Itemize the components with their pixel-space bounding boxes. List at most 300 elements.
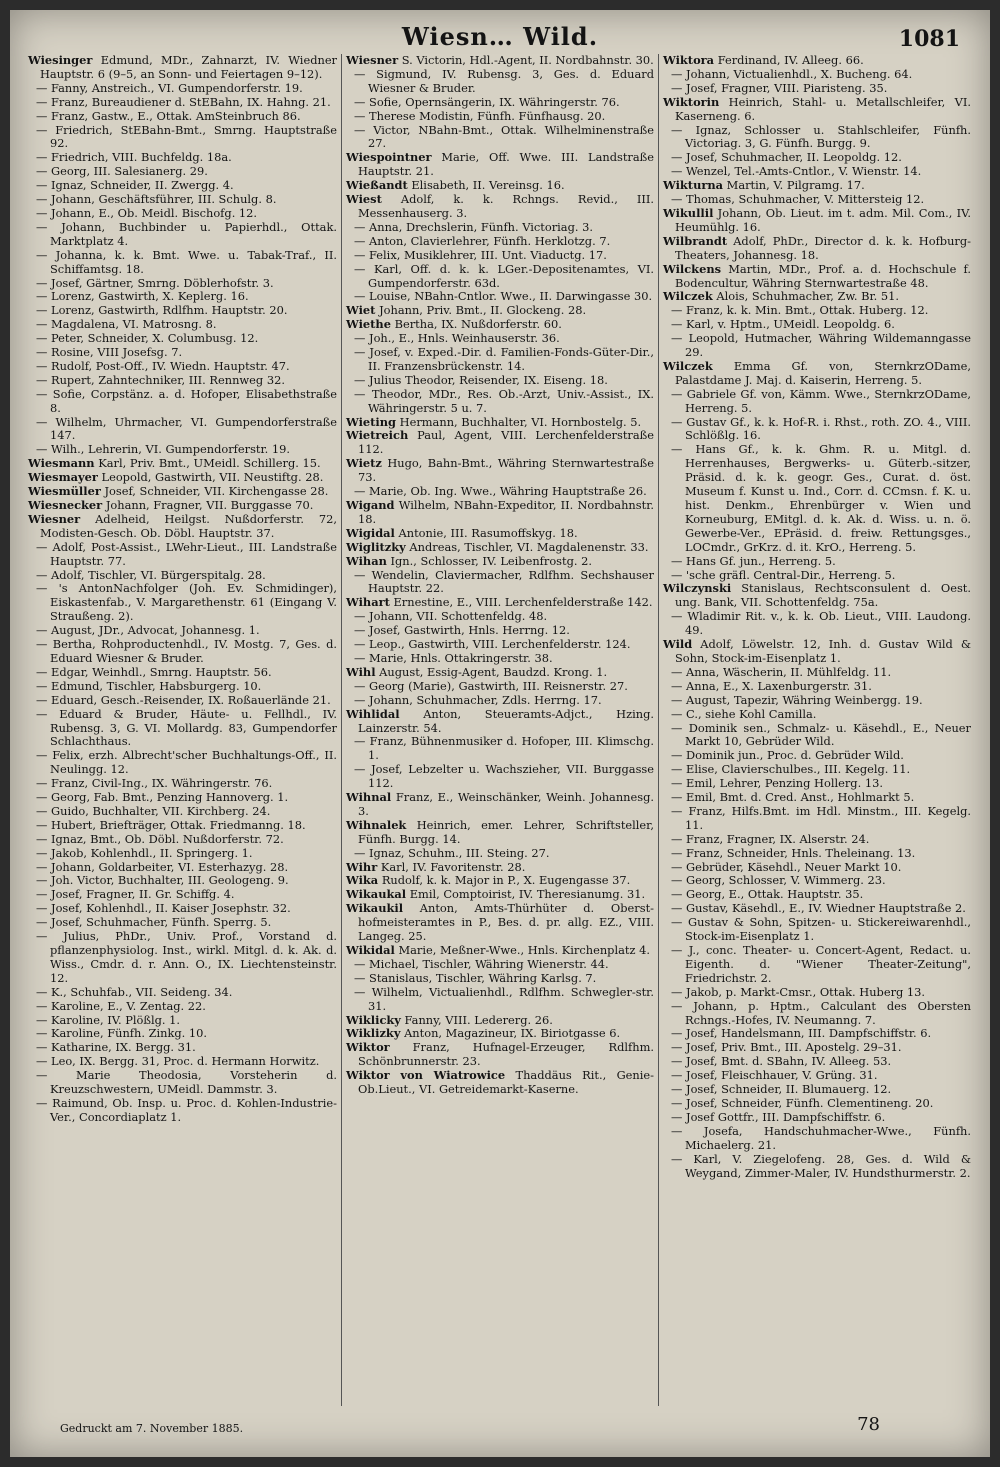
directory-entry [346, 569, 654, 597]
running-head: Wiesn… Wild. [401, 22, 599, 51]
directory-entry [346, 527, 654, 541]
directory-entry [346, 791, 654, 819]
directory-entry [663, 763, 971, 777]
entry-text: — Friedrich, StEBahn-Bmt., Smrng. Hauptstraße 92. [36, 122, 337, 151]
directory-entry [28, 777, 337, 791]
entry-text: Leopold, Gastwirth, VII. Neustiftg. 28. [101, 470, 324, 485]
entry-text: — Wendelin, Claviermacher, Rdlfhm. Sechshauser Hauptstr. 22. [354, 567, 654, 596]
directory-entry [663, 680, 971, 694]
entry-surname: Wießandt [346, 178, 408, 193]
entry-text: Ferdinand, IV. Alleeg. 66. [717, 54, 864, 67]
directory-entry [663, 96, 971, 124]
entry-text: — Josef, Bmt. d. SBahn, IV. Alleeg. 53. [671, 1054, 892, 1069]
entry-text: Anton, Steueramts-Adjct., Hzing. Lainzerstr. 54. [358, 706, 655, 735]
directory-entry [346, 819, 654, 847]
entry-surname: Wiktora [663, 54, 715, 67]
directory-entry [28, 165, 337, 179]
entry-text: — Gustav Gf., k. k. Hof-R. i. Rhst., roth. ZO. 4., VIII. Schlößlg. 16. [671, 414, 971, 443]
entry-text: — Josef, Schneider, Fünfh. Clementineng. 20. [671, 1095, 934, 1110]
directory-entry [346, 346, 654, 374]
directory-entry [28, 833, 337, 847]
directory-entry [28, 1041, 337, 1055]
directory-entry [28, 374, 337, 388]
directory-entry [346, 263, 654, 291]
entry-surname: Wigand [346, 498, 395, 512]
entry-text: — Stanislaus, Tischler, Währing Karlsg. 7. [354, 970, 597, 985]
entry-text: — Jakob, p. Markt-Cmsr., Ottak. Huberg 13. [671, 984, 926, 999]
directory-entry [28, 207, 337, 221]
directory-entry [346, 986, 654, 1014]
directory-entry [346, 1069, 654, 1097]
directory-entry [346, 596, 654, 610]
entry-text: Josef, Schneider, VII. Kirchengasse 28. [104, 484, 329, 499]
directory-entry [663, 124, 971, 152]
entry-text: Bertha, IX. Nußdorferstr. 60. [394, 317, 562, 332]
directory-entry [346, 958, 654, 972]
directory-entry [663, 1041, 971, 1055]
entry-text: — Johann, Buchbinder u. Papierhdl., Ottak. Marktplatz 4. [36, 219, 337, 248]
directory-entry [28, 82, 337, 96]
entry-text: Johann, Fragner, VII. Burggasse 70. [105, 498, 314, 512]
directory-entry [28, 791, 337, 805]
entry-text: Ernestine, E., VIII. Lerchenfelderstraße 142. [393, 595, 653, 610]
entry-surname: Wikullil [663, 205, 714, 220]
entry-text: — Wilh., Lehrerin, VI. Gumpendorferstr. 19. [36, 442, 291, 457]
entry-text: — Ignaz, Schlosser u. Stahlschleifer, Fünfh. Victoriag. 3, G. Fünfh. Burgg. 9. [671, 122, 971, 151]
entry-text: — Franz, Fragner, IX. Alserstr. 24. [671, 831, 870, 846]
entry-text: — 's AntonNachfolger (Joh. Ev. Schmidinger), Eiskastenfab., V. Margarethenstr. 61 (Eingang V. Straußeng. 2). [36, 581, 337, 624]
entry-text: — Thomas, Schuhmacher, V. Mittersteig 12. [671, 192, 925, 207]
entry-surname: Wiest [346, 192, 382, 207]
directory-entry [28, 249, 337, 277]
entry-text: — Karoline, E., V. Zentag. 22. [36, 998, 206, 1013]
directory-entry [346, 666, 654, 680]
entry-text: S. Victorin, Hdl.-Agent, II. Nordbahnstr. 30. [401, 54, 654, 67]
entry-surname: Wihr [346, 859, 378, 874]
entry-surname: Wilczek [663, 358, 713, 373]
directory-entry [663, 165, 971, 179]
entry-text: — Georg (Marie), Gastwirth, III. Reisnerstr. 27. [354, 678, 628, 693]
entry-text: — Leo, IX. Bergg. 31, Proc. d. Hermann Horwitz. [36, 1054, 320, 1069]
entry-surname: Wika [346, 873, 379, 888]
entry-text: — Wenzel, Tel.-Amts-Cntlor., V. Wienstr. 14. [671, 164, 922, 179]
directory-entry [346, 541, 654, 555]
directory-entry [28, 443, 337, 457]
entry-text: — Josef Gottfr., III. Dampfschiffstr. 6. [671, 1109, 886, 1124]
directory-entry [346, 54, 654, 68]
entry-text: Adolf, k. k. Rchngs. Revid., III. Messenhauserg. 3. [358, 192, 654, 220]
entry-text: — Wladimir Rit. v., k. k. Ob. Lieut., VIII. Laudong. 49. [671, 609, 971, 638]
directory-page [10, 10, 990, 1457]
directory-entry [28, 346, 337, 360]
entry-text: Elisabeth, II. Vereinsg. 16. [411, 178, 565, 193]
directory-entry [28, 513, 337, 541]
entry-text: — Michael, Tischler, Währing Wienerstr. 44. [354, 956, 609, 971]
entry-surname: Wihan [346, 553, 387, 568]
entry-text: Heinrich, Stahl- u. Metallschleifer, VI. Kaserneng. 6. [675, 94, 972, 123]
entry-text: — Hans Gf. jun., Herreng. 5. [671, 553, 836, 568]
entry-text: — 'sche gräfl. Central-Dir., Herreng. 5. [671, 567, 896, 582]
entry-surname: Wilckens [663, 261, 722, 276]
entry-surname: Wiesmayer [28, 470, 98, 485]
entry-text: — Josef, Fleischhauer, V. Grüng. 31. [671, 1068, 878, 1083]
directory-entry [663, 833, 971, 847]
directory-entry [663, 443, 971, 554]
directory-entry [28, 666, 337, 680]
entry-surname: Wiktorin [663, 94, 720, 109]
entry-text: — Friedrich, VIII. Buchfeldg. 18a. [36, 150, 232, 165]
entry-surname: Wiesmüller [28, 484, 101, 499]
directory-entry [346, 1041, 654, 1069]
directory-entry [28, 96, 337, 110]
directory-entry [663, 666, 971, 680]
directory-entry [28, 221, 337, 249]
directory-entry [346, 680, 654, 694]
directory-entry [28, 694, 337, 708]
directory-entry [28, 916, 337, 930]
directory-entry [346, 694, 654, 708]
entry-surname: Wihart [346, 595, 390, 610]
entry-text: — Josef, Fragner, VIII. Piaristeng. 35. [671, 80, 888, 95]
directory-entry [346, 110, 654, 124]
directory-entry [28, 888, 337, 902]
entry-text: — Anna, Wäscherin, II. Mühlfeldg. 11. [671, 664, 892, 679]
entry-text: — K., Schuhfab., VII. Seideng. 34. [36, 984, 233, 999]
entry-text: — Jakob, Kohlenhdl., II. Springerg. 1. [36, 845, 253, 860]
entry-text: — Karoline, Fünfh. Zinkg. 10. [36, 1026, 208, 1041]
directory-entry [346, 235, 654, 249]
entry-text: — Franz, Bureaudiener d. StEBahn, IX. Hahng. 21. [36, 94, 331, 109]
directory-entry [28, 499, 337, 513]
directory-entry [28, 1027, 337, 1041]
directory-entry [28, 569, 337, 583]
directory-entry [663, 944, 971, 986]
entry-text: — Ignaz, Bmt., Ob. Döbl. Nußdorferstr. 72. [36, 831, 284, 846]
directory-entry [28, 708, 337, 750]
entry-text: Wilhelm, NBahn-Expeditor, II. Nordbahnstr. 18. [358, 498, 655, 526]
entry-surname: Wieting [346, 414, 397, 429]
column-left [24, 54, 341, 1406]
entry-text: — Ignaz, Schneider, II. Zwergg. 4. [36, 178, 234, 193]
entry-text: Adelheid, Heilgst. Nußdorferstr. 72, Modisten-Gesch. Ob. Döbl. Hauptstr. 37. [40, 511, 337, 540]
directory-entry [663, 1055, 971, 1069]
directory-entry [28, 930, 337, 986]
entry-surname: Wietreich [346, 428, 409, 443]
directory-entry [28, 749, 337, 777]
directory-entry [28, 416, 337, 444]
entry-text: — Gebrüder, Käsehdl., Neuer Markt 10. [671, 859, 902, 874]
directory-entry [663, 68, 971, 82]
directory-entry [346, 1027, 654, 1041]
directory-entry [28, 874, 337, 888]
directory-entry [663, 888, 971, 902]
entry-text: — Ignaz, Schuhm., III. Steing. 27. [354, 845, 550, 860]
entry-text: Martin, MDr., Prof. a. d. Hochschule f. Bodencultur, Währing Sternwartestraße 48. [675, 261, 971, 290]
directory-entry [663, 1111, 971, 1125]
directory-entry [28, 805, 337, 819]
entry-text: — Adolf, Tischler, VI. Bürgerspitalg. 28. [36, 567, 266, 582]
entry-text: — Peter, Schneider, X. Columbusg. 12. [36, 331, 259, 346]
directory-entry [346, 652, 654, 666]
entry-text: — Josef, Gärtner, Smrng. Döblerhofstr. 3. [36, 275, 274, 290]
directory-entry [28, 151, 337, 165]
directory-entry [28, 638, 337, 666]
entry-text: — Josef, Kohlenhdl., II. Kaiser Josephstr. 32. [36, 901, 291, 916]
entry-text: Martin, V. Pilgramg. 17. [726, 178, 865, 193]
entry-text: — Julius, PhDr., Univ. Prof., Vorstand d. pflanzenphysiolog. Inst., wirkl. Mitgl. d. k. Ak. d. Wiss., Cmdr. d. r. Ann. O., IX. Liechtensteinstr. 12. [36, 929, 337, 985]
entry-surname: Wiesnecker [28, 498, 103, 512]
directory-entry [663, 777, 971, 791]
entry-text: — Josef, v. Exped.-Dir. d. Familien-Fonds-Güter-Dir., II. Franzensbrückenstr. 14. [354, 345, 654, 373]
entry-surname: Wiesner [28, 511, 81, 526]
entry-text: — Rupert, Zahntechniker, III. Rennweg 32. [36, 372, 285, 387]
directory-entry [663, 722, 971, 750]
entry-text: — Josef, Schneider, II. Blumauerg. 12. [671, 1082, 892, 1097]
entry-text: — Lorenz, Gastwirth, X. Keplerg. 16. [36, 289, 249, 304]
directory-entry [28, 110, 337, 124]
entry-text: — Josef, Priv. Bmt., III. Apostelg. 29–31. [671, 1040, 902, 1055]
directory-entry [346, 416, 654, 430]
entry-text: — Johann, Victualienhdl., X. Bucheng. 64. [671, 66, 913, 81]
entry-text: — Dominik sen., Schmalz- u. Käsehdl., E., Neuer Markt 10, Gebrüder Wild. [671, 720, 971, 749]
entry-text: — Franz, Bühnenmusiker d. Hofoper, III. Klimschg. 1. [354, 734, 654, 763]
directory-entry [663, 1153, 971, 1181]
entry-surname: Wiktor von Wiatrowice [346, 1068, 506, 1083]
entry-text: — Johann, Goldarbeiter, VI. Esterhazyg. 28. [36, 859, 289, 874]
entry-text: — Sofie, Opernsängerin, IX. Währingerstr. 76. [354, 94, 620, 109]
directory-entry [346, 124, 654, 152]
directory-entry [663, 874, 971, 888]
entry-text: — Victor, NBahn-Bmt., Ottak. Wilhelminenstraße 27. [354, 122, 654, 151]
entry-surname: Wihnalek [346, 817, 407, 832]
entry-text: — Eduard, Gesch.-Reisender, IX. Roßauerlände 21. [36, 692, 331, 707]
directory-entry [663, 179, 971, 193]
entry-text: — Josef, Handelsmann, III. Dampfschiffstr. 6. [671, 1026, 932, 1041]
entry-surname: Wild [663, 637, 693, 652]
entry-text: — Elise, Clavierschulbes., III. Kegelg. 11. [671, 762, 911, 777]
directory-entry [28, 861, 337, 875]
entry-text: — Georg, Fab. Bmt., Penzing Hannoverg. 1. [36, 790, 289, 805]
directory-entry [28, 304, 337, 318]
directory-entry [346, 972, 654, 986]
entry-text: — Felix, Musiklehrer, III. Unt. Viaductg. 17. [354, 247, 607, 262]
directory-entry [663, 694, 971, 708]
entry-surname: Wiglitzky [346, 539, 406, 554]
directory-entry [663, 749, 971, 763]
directory-entry [346, 485, 654, 499]
entry-text: — Johann, Schuhmacher, Zdls. Herrng. 17. [354, 692, 602, 707]
entry-text: — Karl, V. Ziegelofeng. 28, Ges. d. Wild & Weygand, Zimmer-Maler, IV. Hundsthurmerstr. 2. [671, 1151, 971, 1180]
directory-entry [663, 569, 971, 583]
directory-entry [346, 68, 654, 96]
entry-text: — Felix, erzh. Albrecht'scher Buchhaltungs-Off., II. Neulingg. 12. [36, 748, 337, 777]
entry-text: Karl, Priv. Bmt., UMeidl. Schillerg. 15. [98, 456, 321, 471]
entry-text: — Josef, Gastwirth, Hnls. Herrng. 12. [354, 623, 570, 638]
directory-entry [663, 1125, 971, 1153]
directory-entry [663, 1027, 971, 1041]
entry-text: — Karl, v. Hptm., UMeidl. Leopoldg. 6. [671, 317, 895, 332]
directory-entry [663, 986, 971, 1000]
entry-text: — Anton, Clavierlehrer, Fünfh. Herklotzg. 7. [354, 233, 611, 248]
entry-text: — Franz, k. k. Min. Bmt., Ottak. Huberg. 12. [671, 303, 929, 318]
entry-text: — Katharine, IX. Bergg. 31. [36, 1040, 196, 1055]
entry-text: — Adolf, Post-Assist., LWehr-Lieut., III. Landstraße Hauptstr. 77. [36, 539, 337, 568]
entry-surname: Wilbrandt [663, 233, 728, 248]
entry-text: — Karoline, IV. Plößlg. 1. [36, 1012, 181, 1027]
directory-entry [346, 249, 654, 263]
page-header [10, 22, 990, 56]
entry-text: — Emil, Bmt. d. Cred. Anst., Hohlmarkt 5. [671, 790, 915, 805]
directory-entry [28, 819, 337, 833]
entry-surname: Wiesinger [28, 54, 93, 67]
entry-text: — Johann, p. Hptm., Calculant des Obersten Rchngs.-Hofes, IV. Neumanng. 7. [671, 998, 971, 1027]
entry-text: — Sigmund, IV. Rubensg. 3, Ges. d. Eduard Wiesner & Bruder. [354, 66, 654, 95]
entry-surname: Wiet [346, 303, 376, 318]
entry-text: Marie, Meßner-Wwe., Hnls. Kirchenplatz 4. [398, 943, 650, 957]
entry-text: Adolf, Löwelstr. 12, Inh. d. Gustav Wild & Sohn, Stock-im-Eisenplatz 1. [675, 637, 972, 665]
entry-text: — Johanna, k. k. Bmt. Wwe. u. Tabak-Traf., II. Schiffamtsg. 18. [36, 247, 337, 276]
directory-entry [663, 54, 971, 68]
directory-entry [346, 902, 654, 944]
directory-entry [663, 1083, 971, 1097]
entry-text: — Gustav, Käsehdl., E., IV. Wiedner Hauptstraße 2. [671, 901, 966, 916]
directory-entry [663, 638, 971, 666]
directory-entry [663, 861, 971, 875]
entry-surname: Wihnal [346, 790, 392, 805]
directory-entry [346, 944, 654, 958]
directory-entry [663, 151, 971, 165]
entry-text: — Josef, Fragner, II. Gr. Schiffg. 4. [36, 887, 235, 902]
entry-text: — Josef, Schuhmacher, II. Leopoldg. 12. [671, 150, 902, 165]
directory-entry [346, 193, 654, 221]
directory-entry [28, 986, 337, 1000]
entry-text: Johann, Ob. Lieut. im t. adm. Mil. Com., IV. Heumühlg. 16. [675, 205, 971, 234]
directory-entry [346, 429, 654, 457]
directory-entry [663, 847, 971, 861]
entry-text: Marie, Off. Wwe. III. Landstraße Hauptstr. 21. [358, 150, 654, 179]
directory-entry [663, 555, 971, 569]
entry-surname: Wilczynski [663, 581, 732, 596]
entry-text: — Leop., Gastwirth, VIII. Lerchenfelderstr. 124. [354, 637, 631, 652]
directory-entry [28, 582, 337, 624]
entry-text: — Hans Gf., k. k. Ghm. R. u. Mitgl. d. Herrenhauses, Bergwerks- u. Güterb.-sitzer, Präsid. d. k. k. geogr. Ges., Curat. d. öst. Museum f. Kunst u. Ind., Corr. d. CCmsn. f. K. u. hist. Denkm., Ehrenbürger v. Wien und Korneuburg, EMitgl. d. k. Ak. d. Wiss. u. n. ö. Gewerbe-Ver., EPräsid. d. freiw. Rettungsges., LOCmdr., GrKrz. d. it. KrO., Herreng. 5. [671, 442, 971, 554]
entry-text: August, Essig-Agent, Baudzd. Krong. 1. [379, 664, 608, 679]
entry-surname: Wigidal [346, 525, 395, 540]
directory-entry [346, 861, 654, 875]
entry-text: — Franz, Schneider, Hnls. Theleinang. 13. [671, 845, 916, 860]
entry-text: Fanny, VIII. Ledererg. 26. [404, 1012, 553, 1027]
directory-entry [663, 290, 971, 304]
directory-entry [346, 555, 654, 569]
entry-text: — Josef, Lebzelter u. Wachszieher, VII. Burggasse 112. [354, 762, 654, 791]
directory-entry [346, 763, 654, 791]
directory-entry [28, 1014, 337, 1028]
directory-entry [663, 304, 971, 318]
entry-text: — Anna, Drechslerin, Fünfh. Victoriag. 3. [354, 219, 594, 234]
entry-text: Edmund, MDr., Zahnarzt, IV. Wiedner Hauptstr. 6 (9–5, an Sonn- und Feiertagen 9–12). [40, 54, 338, 81]
entry-text: — August, Tapezir, Währing Weinbergg. 19. [671, 692, 923, 707]
entry-text: Antonie, III. Rasumoffskyg. 18. [398, 525, 578, 540]
entry-text: Hugo, Bahn-Bmt., Währing Sternwartestraße 73. [358, 456, 654, 485]
entry-text: — Georg, E., Ottak. Hauptstr. 35. [671, 887, 864, 902]
entry-surname: Wihlidal [346, 706, 400, 721]
entry-text: — Dominik jun., Proc. d. Gebrüder Wild. [671, 748, 904, 763]
entry-text: — Georg, III. Salesianerg. 29. [36, 164, 208, 179]
entry-surname: Wiesner [346, 54, 399, 67]
entry-text: — Rudolf, Post-Off., IV. Wiedn. Hauptstr. 47. [36, 358, 290, 373]
entry-text: — C., siehe Kohl Camilla. [671, 706, 817, 721]
directory-entry [663, 360, 971, 388]
entry-text: — Eduard & Bruder, Häute- u. Fellhdl., IV. Rubensg. 3, G. VI. Mollardg. 83, Gumpendorfer Schlachthaus. [36, 706, 337, 749]
entry-text: Johann, Priv. Bmt., II. Glockeng. 28. [379, 303, 587, 318]
entry-text: — Magdalena, VI. Matrosng. 8. [36, 317, 217, 332]
entry-text: Alois, Schuhmacher, Zw. Br. 51. [716, 289, 900, 304]
entry-text: — Marie, Ob. Ing. Wwe., Währing Hauptstraße 26. [354, 484, 647, 499]
entry-text: — Gabriele Gf. von, Kämm. Wwe., SternkrzODame, Herreng. 5. [671, 386, 971, 415]
directory-entry [28, 193, 337, 207]
directory-entry [346, 290, 654, 304]
entry-text: — Johann, E., Ob. Meidl. Bischofg. 12. [36, 205, 258, 220]
entry-text: Thaddäus Rit., Genie-Ob.Lieut., VI. Getreidemarkt-Kaserne. [358, 1068, 654, 1097]
directory-entry [346, 874, 654, 888]
entry-text: — Franz, Civil-Ing., IX. Währingerstr. 76. [36, 776, 273, 791]
directory-entry [663, 902, 971, 916]
entry-text: Andreas, Tischler, VI. Magdalenenstr. 33. [409, 539, 649, 554]
directory-entry [28, 124, 337, 152]
entry-columns [24, 54, 976, 1406]
directory-entry [663, 708, 971, 722]
directory-entry [28, 1000, 337, 1014]
entry-text: — Gustav & Sohn, Spitzen- u. Stickereiwarenhdl., Stock-im-Eisenplatz 1. [671, 915, 971, 944]
directory-entry [663, 791, 971, 805]
entry-text: — Joh., E., Hnls. Weinhauserstr. 36. [354, 331, 560, 346]
directory-entry [28, 388, 337, 416]
directory-entry [346, 624, 654, 638]
directory-entry [346, 735, 654, 763]
entry-text: — Lorenz, Gastwirth, Rdlfhm. Hauptstr. 20. [36, 303, 288, 318]
entry-surname: Wikaukal [346, 887, 407, 902]
entry-surname: Wiktor [346, 1040, 390, 1055]
directory-entry [28, 485, 337, 499]
directory-entry [28, 332, 337, 346]
entry-text: — Hubert, Briefträger, Ottak. Friedmanng. 18. [36, 817, 306, 832]
entry-surname: Wikturna [663, 178, 724, 193]
entry-surname: Wilczek [663, 289, 713, 304]
entry-text: — Sofie, Corpstänz. a. d. Hofoper, Elisabethstraße 8. [36, 386, 337, 415]
directory-entry [663, 318, 971, 332]
entry-surname: Wikidal [346, 943, 395, 957]
directory-entry [346, 179, 654, 193]
entry-surname: Wiethe [346, 317, 391, 332]
entry-text: Rudolf, k. k. Major in P., X. Eugengasse 37. [381, 873, 631, 888]
directory-entry [28, 457, 337, 471]
entry-text: — Edgar, Weinhdl., Smrng. Hauptstr. 56. [36, 664, 272, 679]
directory-entry [346, 708, 654, 736]
directory-entry [28, 318, 337, 332]
entry-text: — Karl, Off. d. k. k. LGer.-Depositenamtes, VI. Gumpendorferstr. 63d. [354, 261, 654, 290]
entry-text: Emil, Comptoirist, IV. Theresianumg. 31. [409, 887, 646, 902]
directory-entry [346, 610, 654, 624]
entry-text: Franz, E., Weinschänker, Weinh. Johannesg. 3. [358, 790, 654, 818]
directory-entry [663, 610, 971, 638]
directory-entry [663, 416, 971, 444]
entry-text: — Marie Theodosia, Vorsteherin d. Kreuzschwestern, UMeidl. Dammstr. 3. [36, 1068, 337, 1097]
directory-entry [346, 318, 654, 332]
entry-text: Franz, Hufnagel-Erzeuger, Rdlfhm. Schönbrunnerstr. 23. [358, 1040, 654, 1069]
entry-text: Anton, Amts-Thürhüter d. Oberst-hofmeisteramtes in P., Bes. d. pr. allg. EZ., VIII. Langeg. 25. [358, 901, 655, 944]
entry-text: Karl, IV. Favoritenstr. 28. [380, 859, 526, 874]
directory-entry [663, 805, 971, 833]
